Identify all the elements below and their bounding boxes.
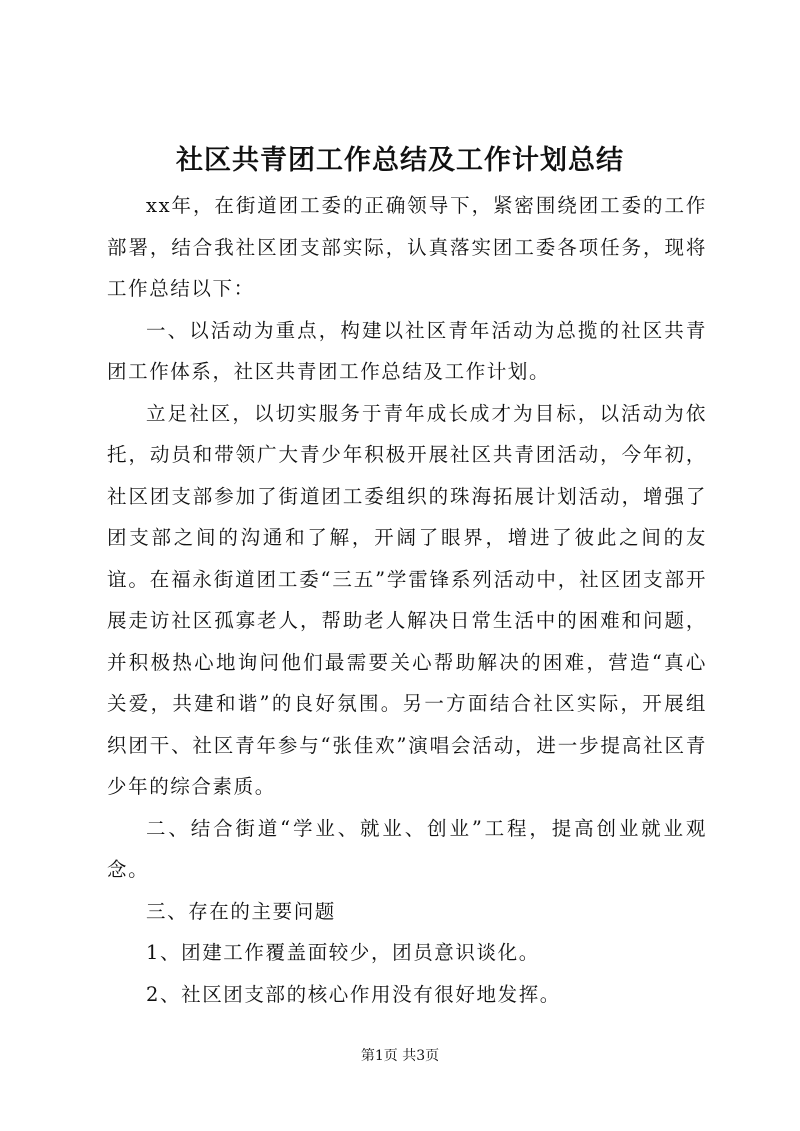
paragraph-issue-1: 1、团建工作覆盖面较少，团员意识谈化。 (146, 941, 540, 964)
page-footer (0, 1046, 800, 1066)
paragraph-section-3: 三、存在的主要问题 (146, 899, 336, 923)
paragraph-intro: xx年，在街道团工委的正确领导下，紧密围绕团工委的工作部署，结合我社区团支部实际，认真落实团工委各项任务，现将工作总结以下： (107, 194, 707, 300)
page-number-label: 第1页 共3页 (360, 1048, 440, 1064)
paragraph-activities: 立足社区，以切实服务于青年成长成才为目标，以活动为依托，动员和带领广大青少年积极开展社区共青团活动，今年初，社区团支部参加了街道团工委组织的珠海拓展计划活动，增强了团支部之间的沟通和了解，开阔了眼界，增进了彼此之间的友谊。在福永街道团工委“三五”学雷锋系列活动中，社区团支部开展走访社区孤寡老人，帮助老人解决日常生活中的困难和问题，并积极热心地询问他们最需要关心帮助解决的困难，营造“真心关爱，共建和谐”的良好氛围。另一方面结合社区实际，开展组织团干、社区青年参与“张佳欢”演唱会活动，进一步提高社区青少年的综合素质。 (107, 401, 707, 798)
paragraph-section-1: 一、以活动为重点，构建以社区青年活动为总揽的社区共青团工作体系，社区共青团工作总结及工作计划。 (107, 318, 707, 383)
document-title: 社区共青团工作总结及工作计划总结 (176, 145, 624, 176)
paragraph-issue-2: 2、社区团支部的核心作用没有很好地发挥。 (146, 982, 561, 1006)
document-body (107, 185, 707, 1015)
paragraph-section-2: 二、结合街道“学业、就业、创业”工程，提高创业就业观念。 (107, 816, 707, 881)
